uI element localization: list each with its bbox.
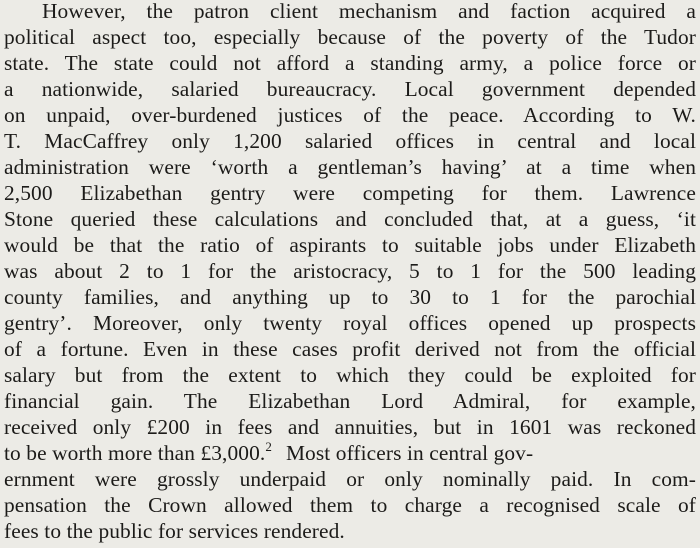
text-line-15: salary but from the extent to which they could be exploited for xyxy=(4,363,696,387)
text-line-17: received only £200 in fees and annuities, but in 1601 was reckoned xyxy=(4,415,696,439)
text-line-21: fees to the public for services rendered. xyxy=(4,519,345,543)
text-line-12: county families, and anything up to 30 to 1 for the parochial xyxy=(4,285,696,309)
footnote-reference[interactable]: 2 xyxy=(265,439,272,454)
text-line-14: of a fortune. Even in these cases profit derived not from the official xyxy=(4,337,696,361)
text-line-16: financial gain. The Elizabethan Lord Admiral, for example, xyxy=(4,389,696,413)
text-line-20: pensation the Crown allowed them to charge a recognised scale of xyxy=(4,493,696,517)
text-line-18-start: to be worth more than £3,000. xyxy=(4,441,266,465)
text-line-1: However, the patron client mechanism and faction acquired a xyxy=(42,0,696,23)
text-line-13: gentry’. Moreover, only twenty royal offices opened up prospects xyxy=(4,311,696,335)
text-line-11: was about 2 to 1 for the aristocracy, 5 to 1 for the 500 leading xyxy=(4,259,696,283)
text-line-7: administration were ‘worth a gentleman’s having’ at a time when xyxy=(4,155,696,179)
text-line-6: T. MacCaffrey only 1,200 salaried offices in central and local xyxy=(4,129,696,153)
text-line-10: would be that the ratio of aspirants to suitable jobs under Elizabeth xyxy=(4,233,696,257)
text-line-8: 2,500 Elizabethan gentry were competing for them. Lawrence xyxy=(4,181,696,205)
text-line-3: state. The state could not afford a standing army, a police force or xyxy=(4,51,696,75)
text-line-18-end: Most officers in central gov- xyxy=(285,441,534,465)
text-line-19: ernment were grossly underpaid or only nominally paid. In com- xyxy=(4,467,696,491)
text-line-9: Stone queried these calculations and concluded that, at a guess, ‘it xyxy=(4,207,696,231)
text-line-5: on unpaid, over-burdened justices of the peace. According to W. xyxy=(4,103,696,127)
text-line-18 xyxy=(4,440,696,466)
text-line-2: political aspect too, especially because of the poverty of the Tudor xyxy=(4,25,696,49)
text-line-4: a nationwide, salaried bureaucracy. Local government depended xyxy=(4,77,696,101)
